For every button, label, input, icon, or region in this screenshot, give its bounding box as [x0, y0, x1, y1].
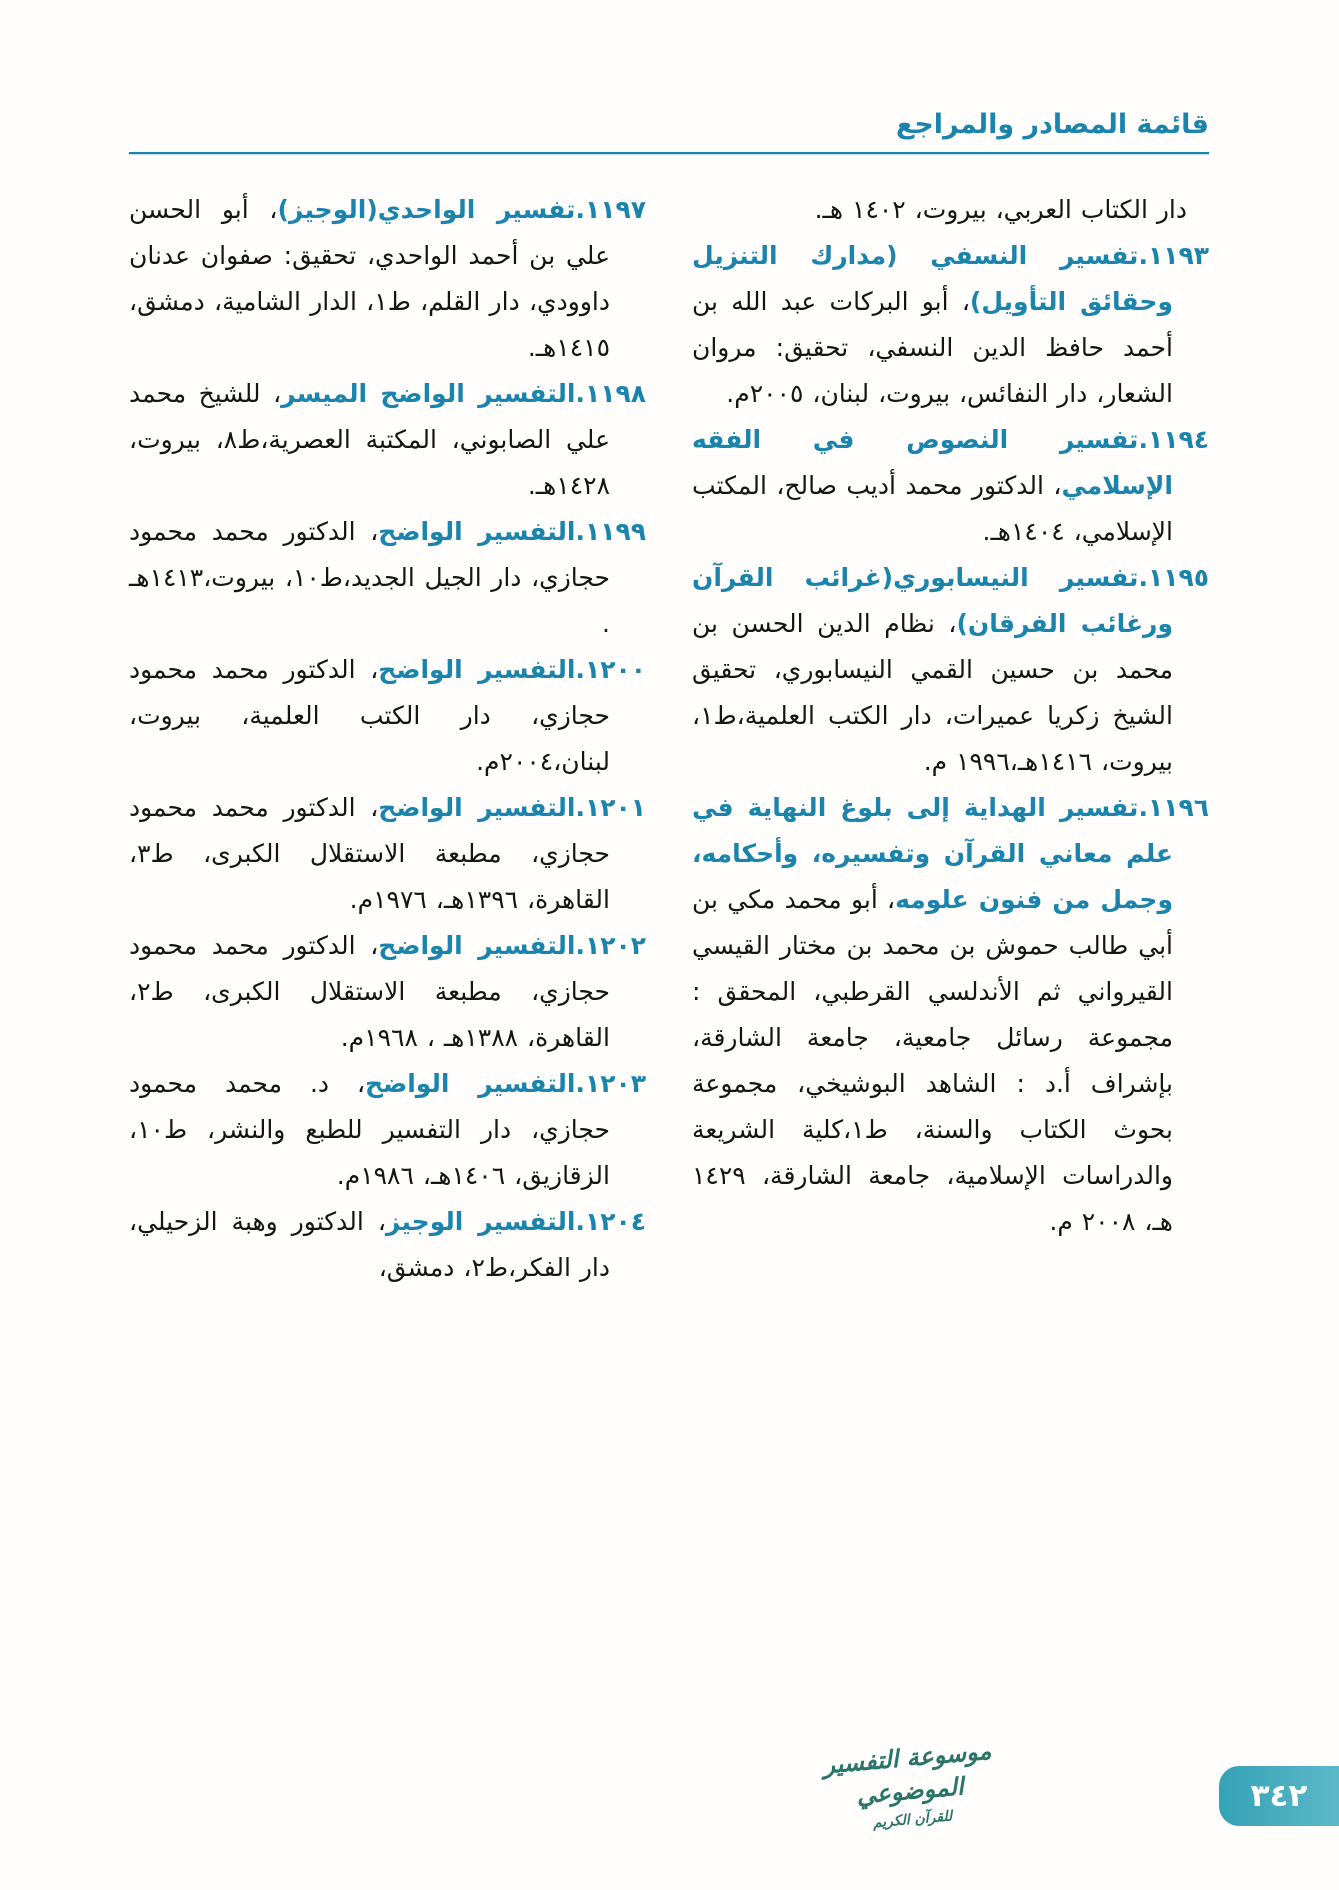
entry-body: ، الدكتور محمد محمود حجازي، مطبعة الاستقلال الكبرى، ط٣، القاهرة، ١٣٩٦هـ، ١٩٧٦م. — [129, 793, 610, 914]
entry-title: تفسير الهداية إلى بلوغ النهاية في علم معاني القرآن وتفسيره، وأحكامه، وجمل من فنون علومه — [692, 793, 1173, 914]
entry-number: ١٢٠١. — [575, 793, 646, 822]
bibliography-entry-1203 — [129, 1061, 646, 1199]
entry-title: تفسير النسفي (مدارك التنزيل وحقائق التأويل) — [692, 241, 1173, 316]
entry-number: ١١٩٣. — [1138, 241, 1209, 270]
entry-title: تفسير الواحدي(الوجيز) — [277, 195, 576, 224]
page-number: ٣٤٢ — [1250, 1778, 1308, 1814]
entry-number: ١٢٠٠. — [575, 655, 646, 684]
page-title: قائمة المصادر والمراجع — [895, 109, 1209, 140]
page-number-badge — [1219, 1766, 1339, 1826]
entry-title: تفسير النيسابوري(غرائب القرآن ورغائب الفرقان) — [692, 563, 1173, 638]
entry-title: التفسير الواضح الميسر — [281, 379, 576, 408]
entry-body: دار الكتاب العربي، بيروت، ١٤٠٢ هـ. — [814, 195, 1187, 224]
entry-title: التفسير الواضح — [365, 1069, 576, 1098]
entry-number: ١١٩٥. — [1138, 563, 1209, 592]
entry-body: ، الدكتور محمد أديب صالح، المكتب الإسلامي، ١٤٠٤هـ. — [692, 471, 1173, 546]
column-left — [129, 187, 646, 1291]
bibliography-entry-1194 — [692, 417, 1209, 555]
entry-title: التفسير الواضح — [378, 793, 576, 822]
entry-number: ١٢٠٢. — [575, 931, 646, 960]
entry-body: ، الدكتور محمد محمود حجازي، دار الجيل الجديد،ط١٠، بيروت،١٤١٣هـ . — [129, 517, 610, 638]
logo-subtitle-text: للقرآن الكريم — [872, 1808, 953, 1832]
entry-title: التفسير الواضح — [378, 655, 576, 684]
logo-title-text: موسوعة التفسير الموضوعي — [821, 1736, 993, 1810]
header-rule — [129, 152, 1209, 155]
entry-body: ، للشيخ محمد علي الصابوني، المكتبة العصرية،ط٨، بيروت، ١٤٢٨هـ. — [129, 379, 610, 500]
bibliography-entry-1201 — [129, 785, 646, 923]
page-content — [129, 108, 1209, 1291]
entry-number: ١١٩٤. — [1138, 425, 1209, 454]
entry-number: ١٢٠٤. — [575, 1207, 646, 1236]
bibliography-entry-1202 — [129, 923, 646, 1061]
entry-number: ١٢٠٣. — [575, 1069, 646, 1098]
entry-body: ، الدكتور وهبة الزحيلي، دار الفكر،ط٢، دمشق، — [129, 1207, 610, 1282]
bibliography-entry-1195 — [692, 555, 1209, 785]
entry-body: ، أبو محمد مكي بن أبي طالب حموش بن محمد بن مختار القيسي القيرواني ثم الأندلسي القرطبي، المحقق : مجموعة رسائل جامعية، جامعة الشارقة، بإشراف أ.د : الشاهد البوشيخي، مجموعة بحوث الكتاب والسنة، ط١،كلية الشريعة والدراسات الإسلامية، جامعة الشارقة، ١٤٢٩ هـ، ٢٠٠٨ م. — [692, 885, 1173, 1236]
entry-title: التفسير الواضح — [378, 931, 576, 960]
entry-number: ١١٩٦. — [1138, 793, 1209, 822]
entry-body: ، أبو الحسن علي بن أحمد الواحدي، تحقيق: صفوان عدنان داوودي، دار القلم، ط١، الدار الشامية، دمشق، ١٤١٥هـ. — [129, 195, 610, 362]
bibliography-entry-continuation — [692, 187, 1209, 233]
entry-title: التفسير الوجيز — [385, 1207, 576, 1236]
entry-number: ١١٩٩. — [575, 517, 646, 546]
entry-body: ، أبو البركات عبد الله بن أحمد حافظ الدين النسفي، تحقيق: مروان الشعار، دار النفائس، بيروت، لبنان، ٢٠٠٥م. — [692, 287, 1173, 408]
entry-title: تفسير النصوص في الفقه الإسلامي — [692, 425, 1173, 500]
bibliography-entry-1199 — [129, 509, 646, 647]
entry-number: ١١٩٧. — [575, 195, 646, 224]
entry-body: ، الدكتور محمد محمود حجازي، مطبعة الاستقلال الكبرى، ط٢، القاهرة، ١٣٨٨هـ ، ١٩٦٨م. — [129, 931, 610, 1052]
entry-body: ، د. محمد محمود حجازي، دار التفسير للطبع والنشر، ط١٠، الزقازيق، ١٤٠٦هـ، ١٩٨٦م. — [129, 1069, 610, 1190]
entry-body: ، نظام الدين الحسن بن محمد بن حسين القمي النيسابوري، تحقيق الشيخ زكريا عميرات، دار الكتب العلمية،ط١، بيروت، ١٤١٦هـ،١٩٩٦ م. — [692, 609, 1173, 776]
entry-number: ١١٩٨. — [575, 379, 646, 408]
page-header — [129, 108, 1209, 155]
column-right — [692, 187, 1209, 1245]
publisher-calligraphy-logo — [809, 1734, 1011, 1837]
bibliography-entry-1204 — [129, 1199, 646, 1291]
bibliography-entry-1198 — [129, 371, 646, 509]
entry-title: التفسير الواضح — [378, 517, 576, 546]
entry-body: ، الدكتور محمد محمود حجازي، دار الكتب العلمية، بيروت، لبنان،٢٠٠٤م. — [129, 655, 610, 776]
bibliography-entry-1200 — [129, 647, 646, 785]
bibliography-entry-1193 — [692, 233, 1209, 417]
bibliography-entry-1196 — [692, 785, 1209, 1245]
two-column-layout — [129, 187, 1209, 1291]
bibliography-entry-1197 — [129, 187, 646, 371]
